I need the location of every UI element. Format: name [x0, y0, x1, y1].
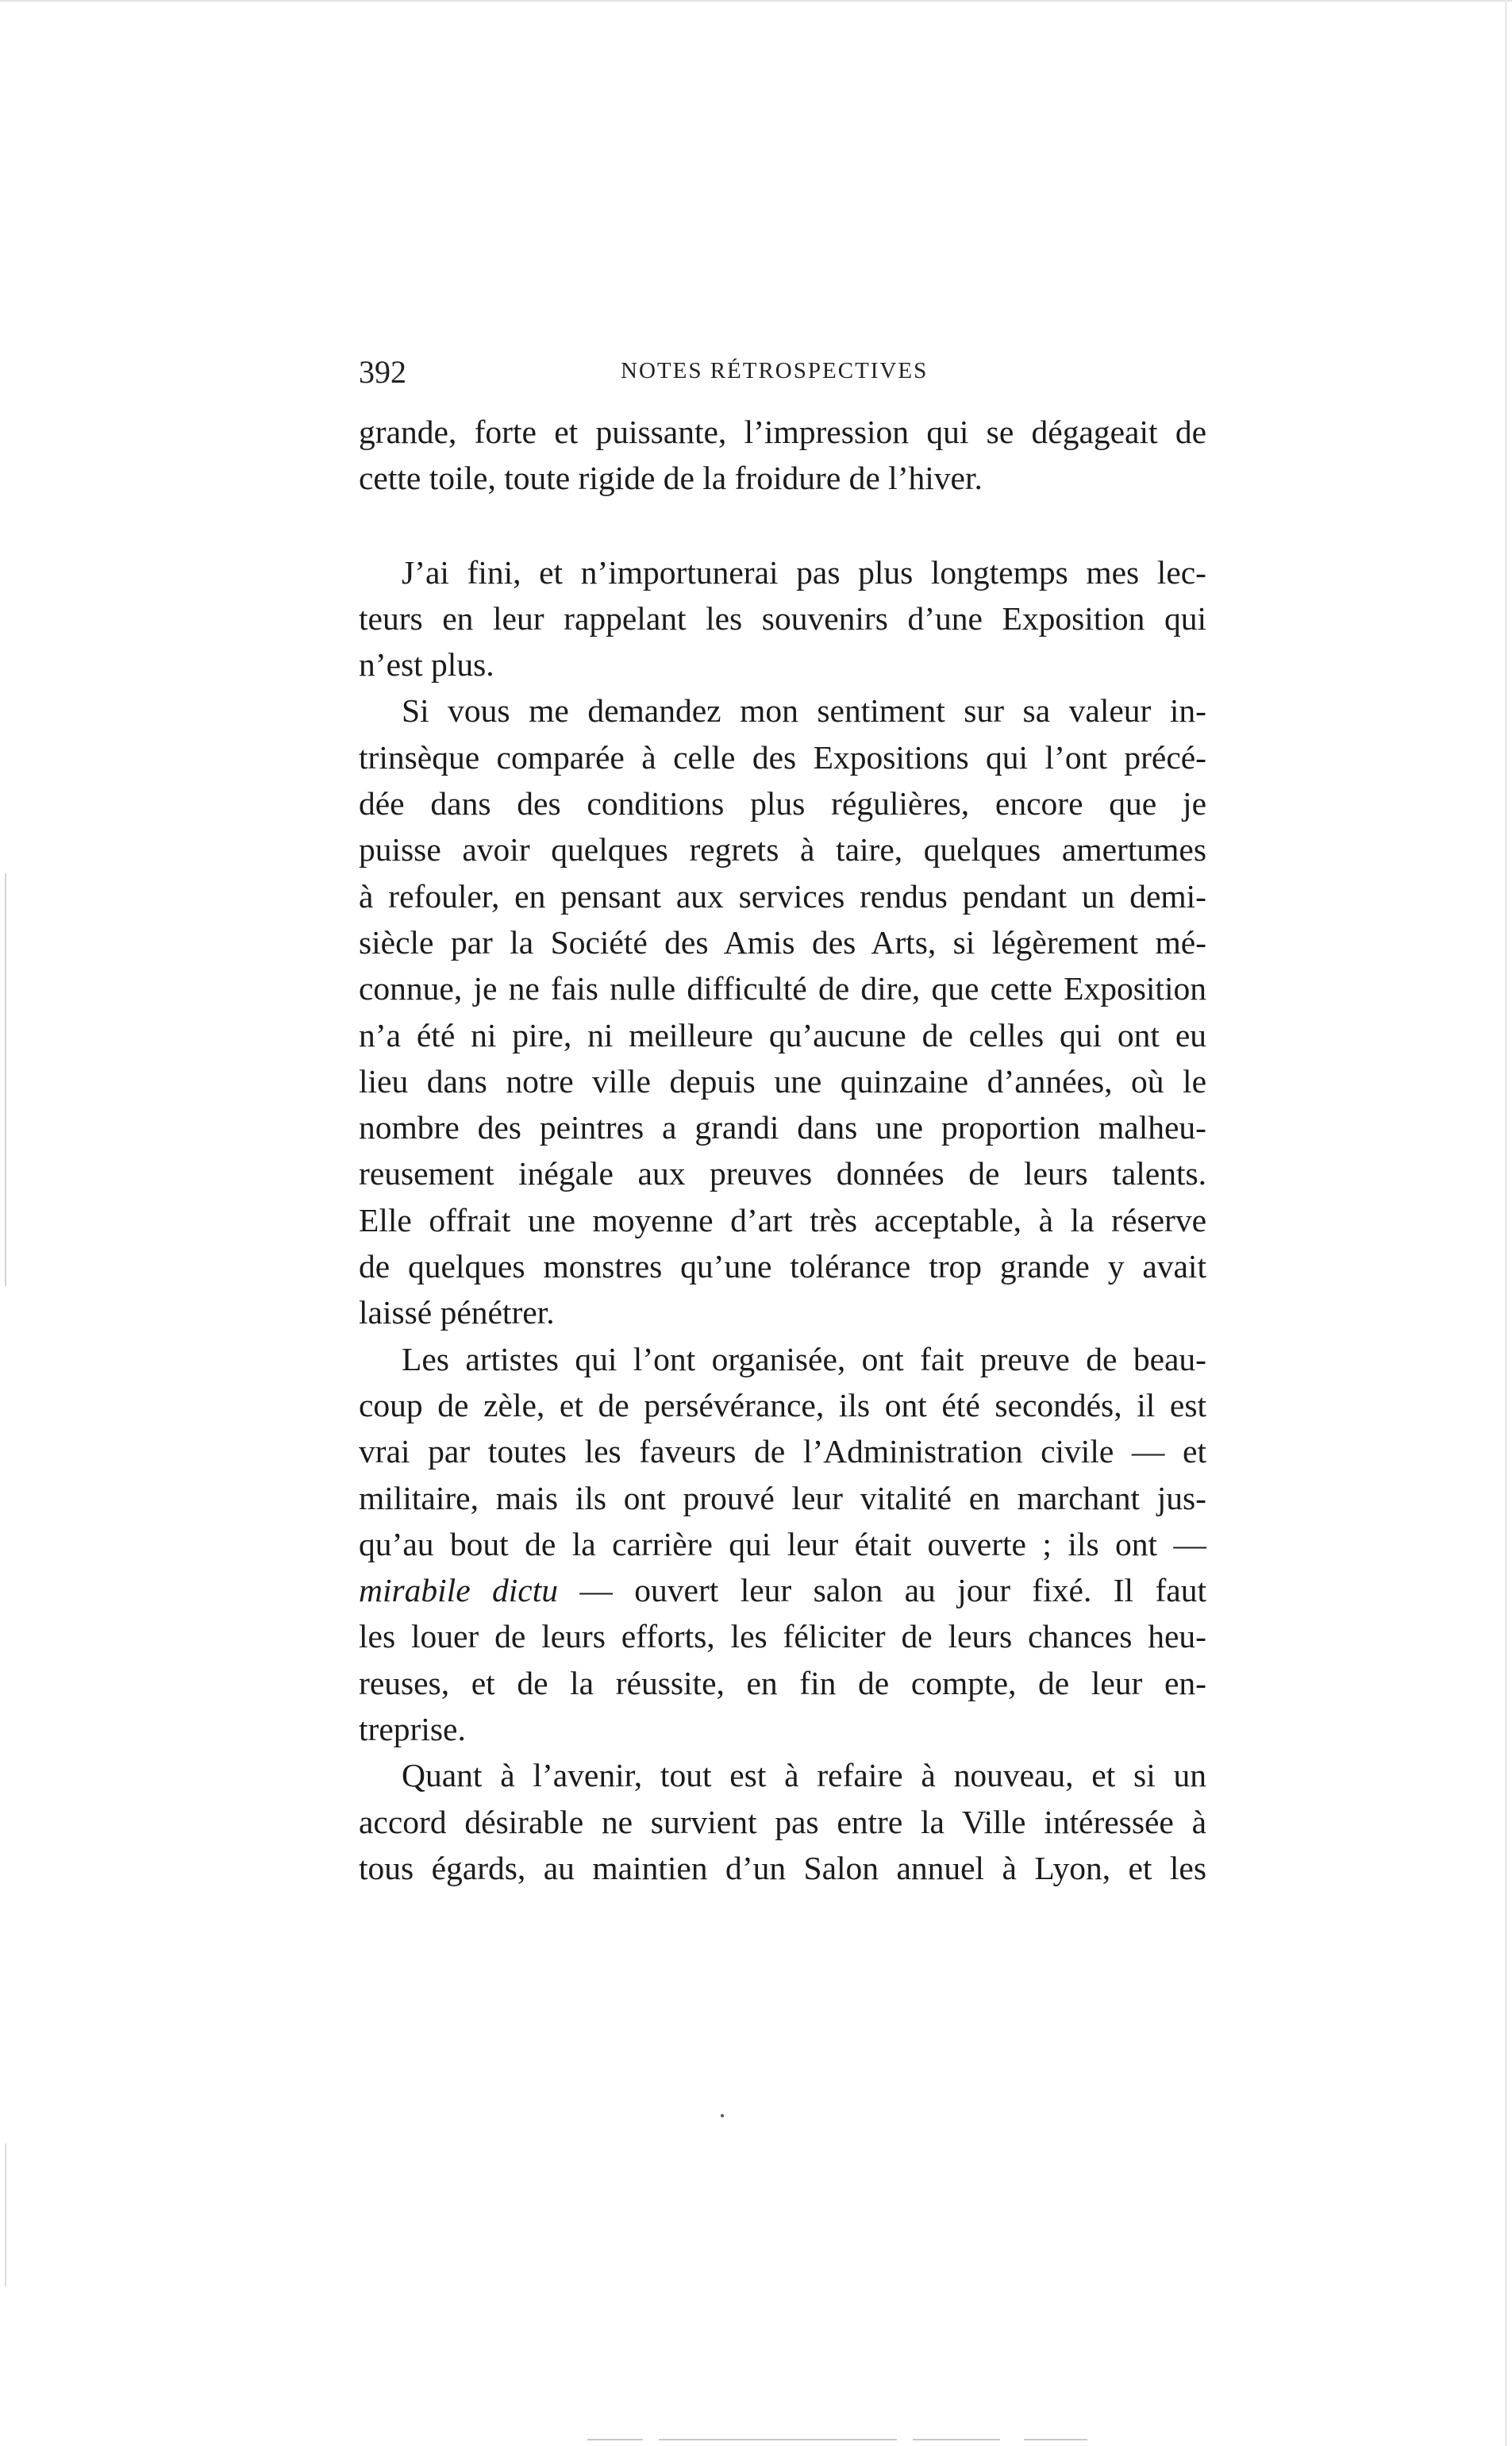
scan-edge-left-lower	[5, 2144, 6, 2286]
text-line: Si vous me demandez mon sentiment sur sa valeur in-	[402, 692, 1206, 730]
paragraph	[359, 549, 1206, 688]
text-line: vrai par toutes les faveurs de l’Administration civile — et	[359, 1433, 1206, 1470]
text-line: accord désirable ne survient pas entre la Ville intéressée à	[359, 1803, 1206, 1840]
running-head	[359, 353, 1206, 393]
text-line: militaire, mais ils ont prouvé leur vitalité en marchant jus-	[359, 1479, 1206, 1516]
text-line: reuses, et de la réussite, en fin de compte, de leur en-	[359, 1664, 1206, 1701]
text-line: cette toile, toute rigide de la froidure de l’hiver.	[359, 460, 983, 497]
text-fragment: — ouvert leur salon au jour fixé. Il faut	[558, 1572, 1206, 1609]
text-line: coup de zèle, et de persévérance, ils ont été secondés, il est	[359, 1386, 1206, 1423]
text-line: les louer de leurs efforts, les féliciter de leurs chances heu-	[359, 1618, 1206, 1655]
text-line: n’est plus.	[359, 646, 494, 684]
text-line: lieu dans notre ville depuis une quinzaine d’années, où le	[359, 1062, 1206, 1100]
scan-mark-bottom	[913, 2439, 1000, 2440]
text-line: nombre des peintres a grandi dans une proportion malheu-	[359, 1109, 1206, 1146]
paragraph	[359, 409, 1206, 502]
scan-edge-top	[0, 0, 1512, 2]
text-line: siècle par la Société des Amis des Arts, si légèrement mé-	[359, 923, 1206, 961]
scan-mark-bottom	[587, 2439, 643, 2440]
page-number: 392	[359, 354, 406, 390]
scan-mark-bottom	[659, 2439, 897, 2440]
text-line: Quant à l’avenir, tout est à refaire à nouveau, et si un	[402, 1757, 1206, 1794]
body-text	[359, 409, 1206, 1891]
text-line: laissé pénétrer.	[359, 1294, 555, 1331]
text-line: reusement inégale aux preuves données de leurs talents.	[359, 1155, 1206, 1192]
text-line: grande, forte et puissante, l’impression qui se dégageait de	[359, 414, 1206, 450]
scan-speck	[721, 2114, 724, 2117]
text-line: Elle offrait une moyenne d’art très acceptable, à la réserve	[359, 1201, 1206, 1238]
paragraph	[359, 688, 1206, 1335]
scan-edge-right	[1505, 0, 1507, 2446]
scan-mark-bottom	[1024, 2439, 1087, 2440]
italic-phrase: mirabile dictu	[359, 1572, 559, 1609]
scan-edge-left	[5, 873, 6, 1286]
text-line: trinsèque comparée à celle des Expositions qui l’ont précé-	[359, 738, 1206, 776]
paragraph	[359, 1336, 1206, 1753]
paragraph	[359, 1752, 1206, 1891]
text-line: de quelques monstres qu’une tolérance trop grande y avait	[359, 1248, 1206, 1285]
text-line: tous égards, au maintien d’un Salon annuel à Lyon, et les	[359, 1849, 1206, 1886]
text-line: dée dans des conditions plus régulières, encore que je	[359, 785, 1206, 822]
text-line: teurs en leur rappelant les souvenirs d’une Exposition qui	[359, 599, 1206, 637]
text-line: qu’au bout de la carrière qui leur était ouverte ; ils ont —	[359, 1525, 1206, 1562]
text-line: à refouler, en pensant aux services rendus pendant un demi-	[359, 877, 1206, 915]
text-line: connue, je ne fais nulle difficulté de dire, que cette Exposition	[359, 970, 1206, 1007]
text-line: J’ai fini, et n’importunerai pas plus longtemps mes lec-	[402, 553, 1206, 591]
text-line: treprise.	[359, 1711, 466, 1748]
text-line: n’a été ni pire, ni meilleure qu’aucune de celles qui ont eu	[359, 1016, 1206, 1054]
text-line: Les artistes qui l’ont organisée, ont fait preuve de beau-	[402, 1340, 1206, 1377]
text-line: puisse avoir quelques regrets à taire, quelques amertumes	[359, 831, 1206, 869]
text-line	[359, 1567, 1206, 1613]
running-title: NOTES RÉTROSPECTIVES	[621, 358, 929, 383]
